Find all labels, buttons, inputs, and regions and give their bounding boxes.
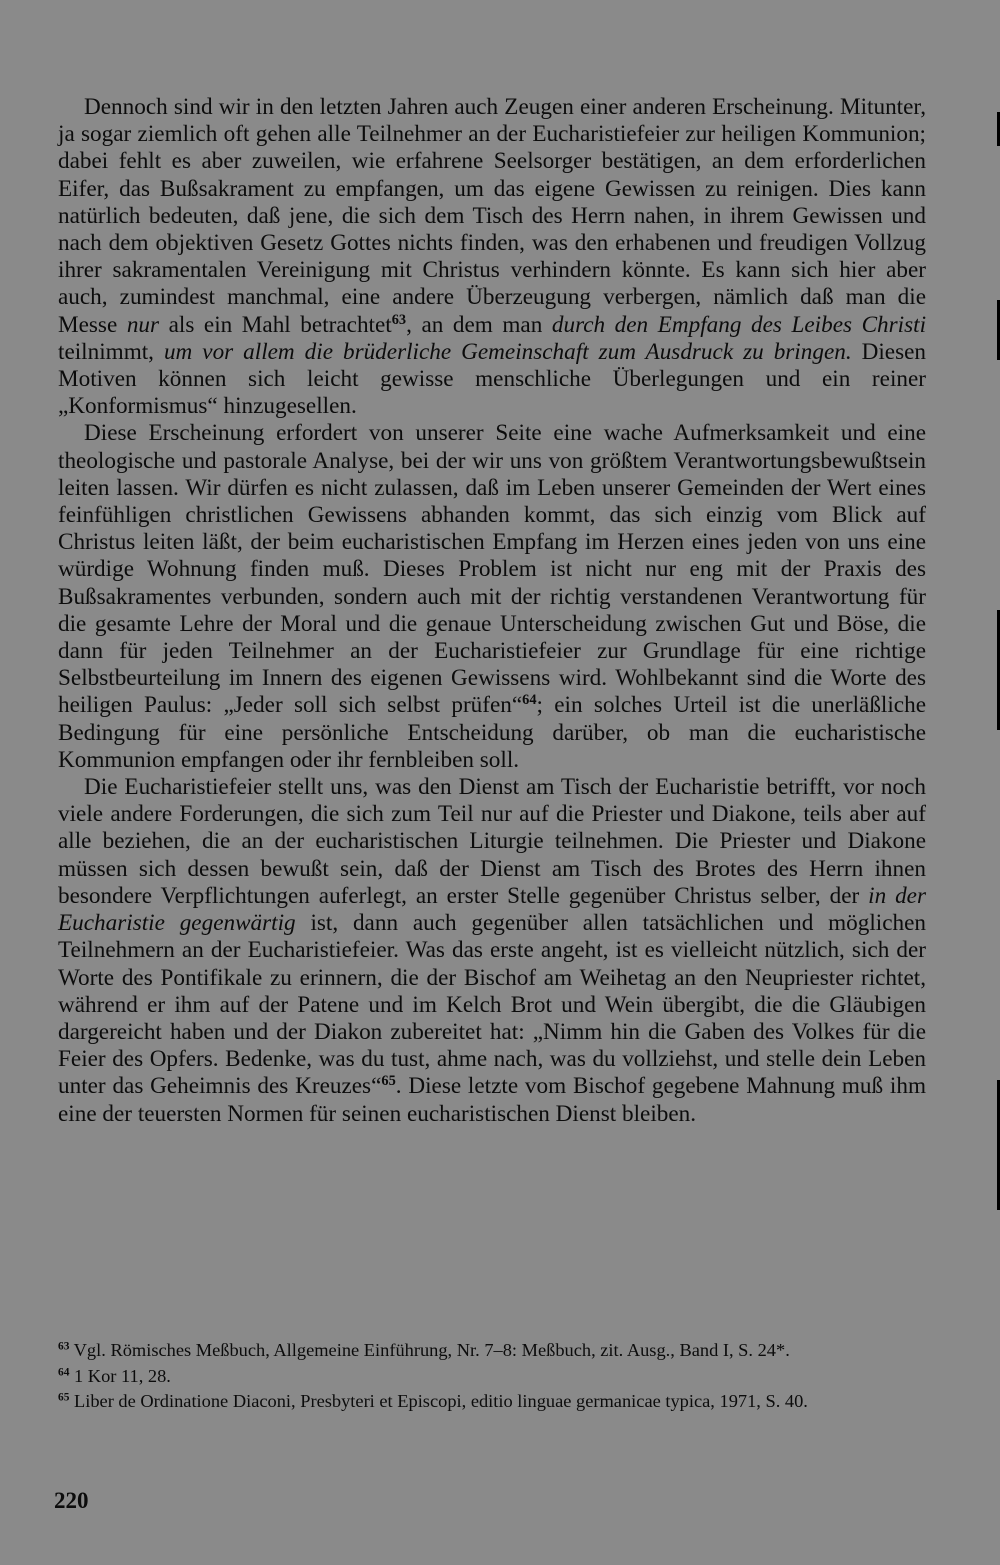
footnote-reference: 63 <box>391 311 407 328</box>
footnote-marker: 63 <box>58 1340 70 1353</box>
text-run: Diesen Motiven können sich leicht gewisse menschliche Überlegungen und ein reiner „Konformismus“ hinzugesellen. <box>58 338 926 420</box>
page-number: 220 <box>54 1488 89 1513</box>
text-run: Diese Erscheinung erfordert von unserer Seite eine wache Aufmerksamkeit und eine theologische und pastorale Analyse, bei der wir uns von größtem Verantwortungsbewußtsein leiten lassen. Wir dürfen es nicht zulassen, daß im Leben unserer Gemeinden der Wert eines feinfühligen christlichen Gewissens abhanden kommt, das sich einzig vom Blick auf Christus leiten läßt, der beim eucharistischen Empfang im Herzen eines jeden von uns eine würdige Wohnung finden muß. Dieses Problem ist nicht nur eng mit der Praxis des Bußsakramentes verbunden, sondern auch mit der richtig verstandenen Verantwortung für die gesamte Lehre der Moral und die genaue Unterscheidung zwischen Gut und Böse, die dann für jeden Teilnehmer an der Eucharistiefeier zur Grundlage für eine richtige Selbstbeurteilung im Innern des eigenen Gewissens wird. Wohlbekannt sind die Worte des heiligen Paulus: „Jeder soll sich selbst prüfen“ <box>58 420 926 719</box>
footnote-text: 1 Kor 11, 28. <box>74 1365 171 1386</box>
text-run: , an dem man <box>406 311 552 338</box>
text-run: Dennoch sind wir in den letzten Jahren auch Zeugen einer anderen Erscheinung. Mitunter, ja sogar ziemlich oft gehen alle Teilnehmer an der Eucharistiefeier zur heiligen Kommunion; dabei fehlt es aber zuweilen, wie erfahrene Seelsorger bestätigen, an dem erforderlichen Eifer, das Bußsakrament zu empfangen, um das eigene Gewissen zu reinigen. Dies kann natürlich bedeuten, daß jene, die sich dem Tisch des Herrn nahen, in ihrem Gewissen und nach dem objektiven Gesetz Gottes nichts finden, was den erhabenen und freudigen Vollzug ihrer sakramentalen Vereinigung mit Christus verhindern könnte. Es kann sich hier aber auch, zumindest manchmal, eine andere Überzeugung verbergen, nämlich daß man die Messe <box>58 94 926 338</box>
text-run: . Diese letzte vom Bischof gegebene Mahnung muß ihm eine der teuersten Normen für seinen eucharistischen Dienst bleiben. <box>58 1073 926 1127</box>
footnote-63 <box>58 1338 926 1364</box>
emphasis-text: durch den Empfang des Leibes Christi <box>551 311 927 338</box>
text-run: ; ein solches Urteil ist die unerläßliche Bedingung für eine persönliche Entscheidung darüber, ob man die eucharistische Kommunion empfangen oder ihr fernbleiben soll. <box>58 692 926 773</box>
footnote-marker: 64 <box>58 1366 70 1379</box>
body-text <box>58 94 926 1128</box>
footnote-64 <box>58 1364 926 1390</box>
text-run: Die Eucharistiefeier stellt uns, was den Dienst am Tisch der Eucharistie betrifft, vor noch viele andere Forderungen, die sich zum Teil nur auf die Priester und Diakone, teils aber auf alle beziehen, die an der eucharistischen Liturgie teilnehmen. Die Priester und Diakone müssen sich dessen bewußt sein, daß der Dienst am Tisch des Brotes des Herrn ihnen besondere Verpflichtungen auferlegt, an erster Stelle gegenüber Christus selber, der <box>58 774 926 909</box>
text-run: als ein Mahl betrachtet <box>159 311 392 338</box>
paragraph-1 <box>58 94 926 420</box>
footnote-reference: 64 <box>522 692 537 709</box>
footnote-marker: 65 <box>58 1391 70 1404</box>
footnote-65 <box>58 1389 926 1415</box>
paragraph-2 <box>58 420 926 774</box>
paragraph-3 <box>58 774 926 1128</box>
footnote-text: Liber de Ordinatione Diaconi, Presbyteri et Episcopi, editio linguae germanicae typica, 1971, S. 40. <box>74 1391 808 1411</box>
emphasis-text: nur <box>126 311 160 338</box>
emphasis-text: in der Eucharistie gegenwärtig <box>58 882 926 937</box>
emphasis-text: um vor allem die brüderliche Gemeinschaft zum Ausdruck zu bringen. <box>163 338 852 365</box>
footnote-text: Vgl. Römisches Meßbuch, Allgemeine Einführung, Nr. 7–8: Meßbuch, zit. Ausg., Band I, S. 24*. <box>73 1340 790 1360</box>
text-run: teilnimmt, <box>58 338 164 365</box>
text-run: ist, dann auch gegenüber allen tatsächlichen und möglichen Teilnehmern an der Eucharistiefeier. Was das erste angeht, ist es vielleicht nützlich, sich der Worte des Pontifikale zu erinnern, die der Bischof am Weihetag an den Neupriester richtet, während er ihm auf der Patene und im Kelch Brot und Wein übergibt, die die Gläubigen dargereicht haben und der Diakon zubereitet hat: „Nimm hin die Gaben des Volkes für die Feier des Opfers. Bedenke, was du tust, ahme nach, was du vollziehst, und stelle dein Leben unter das Geheimnis des Kreuzes“ <box>58 910 926 1100</box>
footnote-reference: 65 <box>381 1073 396 1090</box>
footnotes <box>58 1338 926 1415</box>
